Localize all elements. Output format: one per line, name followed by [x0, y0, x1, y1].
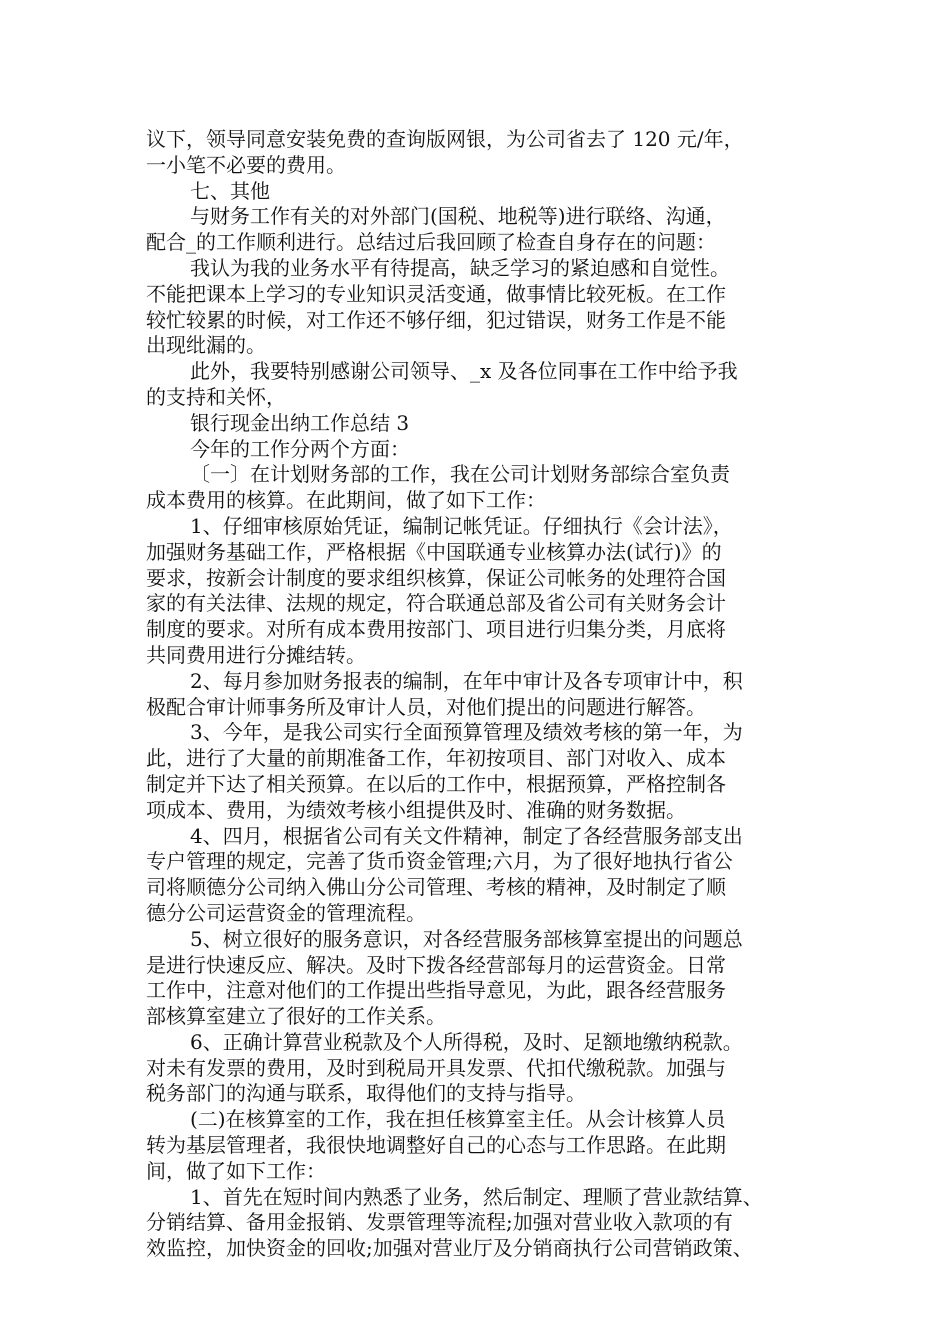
text-line: 一小笔不必要的费用。 — [146, 152, 346, 177]
text-line: 对未有发票的费用，及时到税局开具发票、代扣代缴税款。加强与 — [146, 1055, 726, 1080]
text-line: 4、四月，根据省公司有关文件精神，制定了各经营服务部支出 — [190, 823, 743, 848]
text-line: 极配合审计师事务所及审计人员，对他们提出的问题进行解答。 — [146, 694, 706, 719]
text-line: 2、每月参加财务报表的编制，在年中审计及各专项审计中，积 — [190, 668, 743, 693]
text-line: 6、正确计算营业税款及个人所得税，及时、足额地缴纳税款。 — [190, 1029, 743, 1054]
text-line: 转为基层管理者，我很快地调整好自己的心态与工作思路。在此期 — [146, 1133, 726, 1158]
text-line: 较忙较累的时候，对工作还不够仔细，犯过错误，财务工作是不能 — [146, 307, 726, 332]
text-line: (二)在核算室的工作，我在担任核算室主任。从会计核算人员 — [190, 1107, 726, 1132]
text-line: 家的有关法律、法规的规定，符合联通总部及省公司有关财务会计 — [146, 591, 726, 616]
text-line: 项成本、费用，为绩效考核小组提供及时、准确的财务数据。 — [146, 797, 686, 822]
text-line: 出现纰漏的。 — [146, 333, 266, 358]
text-line: 配合_的工作顺利进行。总结过后我回顾了检查自身存在的问题： — [146, 230, 716, 255]
text-line: 银行现金出纳工作总结 3 — [190, 410, 410, 435]
text-line: 效监控，加快资金的回收;加强对营业厅及分销商执行公司营销政策、 — [146, 1236, 753, 1261]
text-line: 5、树立很好的服务意识，对各经营服务部核算室提出的问题总 — [190, 926, 743, 951]
text-line: 共同费用进行分摊结转。 — [146, 642, 366, 667]
text-line: 我认为我的业务水平有待提高，缺乏学习的紧迫感和自觉性。 — [190, 255, 730, 280]
text-line: 与财务工作有关的对外部门(国税、地税等)进行联络、沟通， — [190, 204, 726, 229]
text-line: 〔一〕在计划财务部的工作，我在公司计划财务部综合室负责 — [190, 462, 730, 487]
text-line: 七、其他 — [190, 178, 270, 203]
text-line: 是进行快速反应、解决。及时下拨各经营部每月的运营资金。日常 — [146, 952, 726, 977]
text-line: 此外，我要特别感谢公司领导、_x 及各位同事在工作中给予我 — [190, 359, 738, 384]
document-body — [146, 127, 826, 1262]
text-line: 司将顺德分公司纳入佛山分公司管理、考核的精神，及时制定了顺 — [146, 875, 726, 900]
text-line: 税务部门的沟通与联系，取得他们的支持与指导。 — [146, 1081, 586, 1106]
text-line: 制定并下达了相关预算。在以后的工作中，根据预算，严格控制各 — [146, 771, 726, 796]
text-line: 1、仔细审核原始凭证，编制记帐凭证。仔细执行《会计法》， — [190, 513, 733, 538]
text-line: 加强财务基础工作，严格根据《中国联通专业核算办法(试行)》的 — [146, 539, 722, 564]
text-line: 不能把课本上学习的专业知识灵活变通，做事情比较死板。在工作 — [146, 281, 726, 306]
text-line: 要求，按新会计制度的要求组织核算，保证公司帐务的处理符合国 — [146, 565, 726, 590]
text-line: 3、今年，是我公司实行全面预算管理及绩效考核的第一年，为 — [190, 720, 743, 745]
text-line: 此，进行了大量的前期准备工作，年初按项目、部门对收入、成本 — [146, 746, 726, 771]
text-line: 成本费用的核算。在此期间，做了如下工作： — [146, 488, 546, 513]
text-line: 1、首先在短时间内熟悉了业务，然后制定、理顺了营业款结算、 — [190, 1184, 763, 1209]
text-line: 议下，领导同意安装免费的查询版网银，为公司省去了 120 元/年， — [146, 127, 744, 151]
text-line: 今年的工作分两个方面： — [190, 436, 410, 461]
text-line: 分销结算、备用金报销、发票管理等流程;加强对营业收入款项的有 — [146, 1210, 733, 1235]
text-line: 德分公司运营资金的管理流程。 — [146, 900, 426, 925]
text-line: 间，做了如下工作： — [146, 1158, 326, 1183]
text-line: 部核算室建立了很好的工作关系。 — [146, 1004, 446, 1029]
text-line: 工作中，注意对他们的工作提出些指导意见，为此，跟各经营服务 — [146, 978, 726, 1003]
text-line: 的支持和关怀， — [146, 384, 286, 409]
text-line: 制度的要求。对所有成本费用按部门、项目进行归集分类，月底将 — [146, 617, 726, 642]
text-line: 专户管理的规定，完善了货币资金管理;六月，为了很好地执行省公 — [146, 849, 733, 874]
